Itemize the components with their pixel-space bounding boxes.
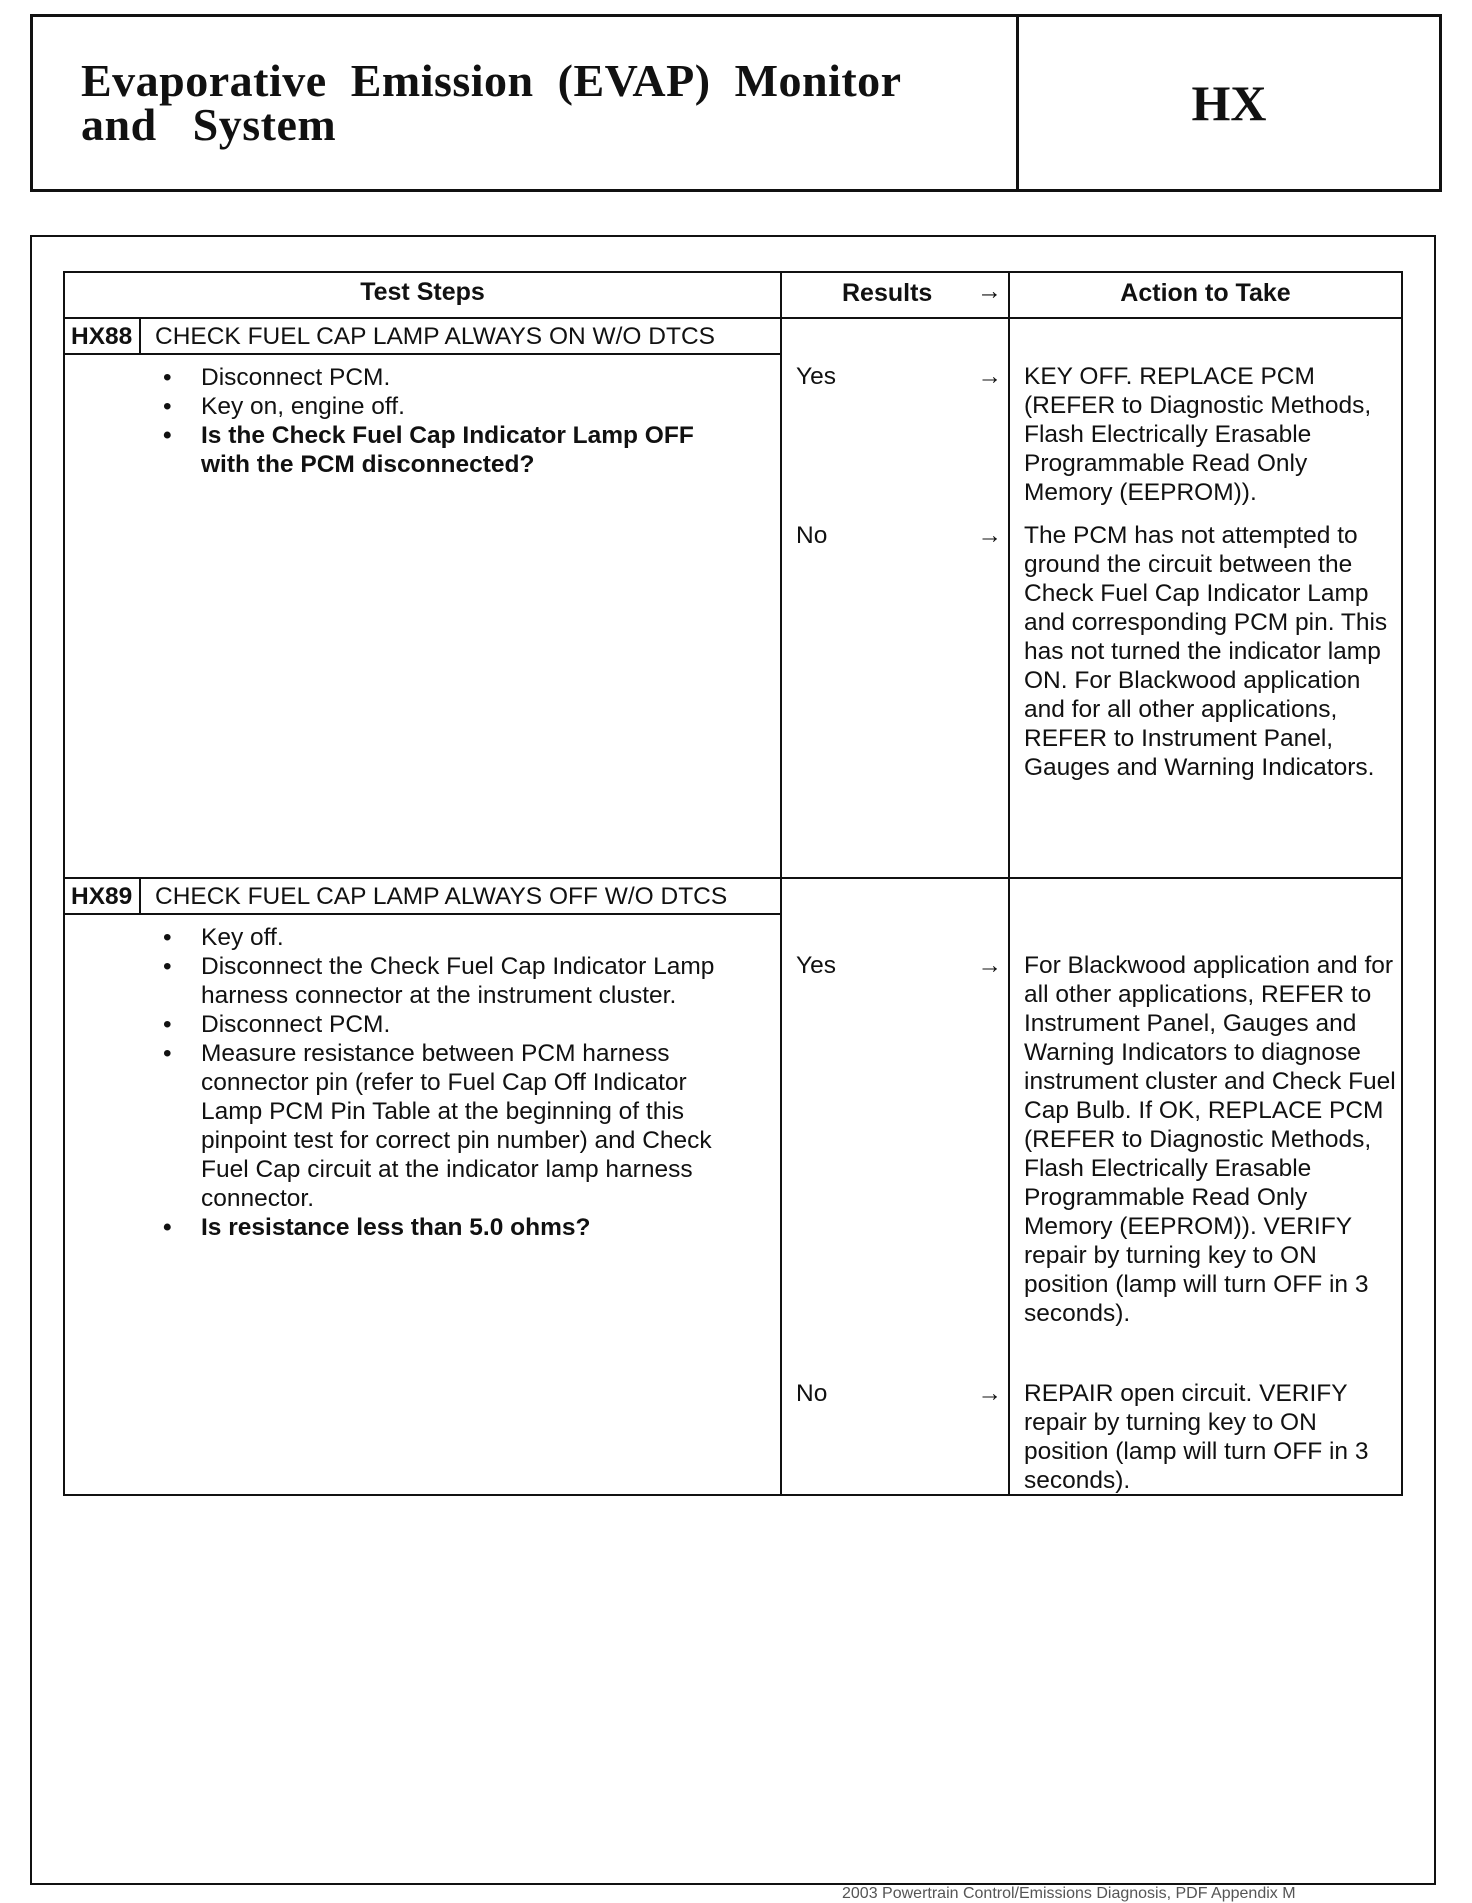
list-item: • Disconnect PCM. bbox=[201, 1010, 740, 1039]
list-item: • Key on, engine off. bbox=[201, 392, 740, 421]
arrow-right-icon: → bbox=[977, 277, 1002, 305]
table-row-hx89 bbox=[64, 878, 1402, 1495]
action-text: KEY OFF. REPLACE PCM (REFER to Diagnostic Methods, Flash Electrically Erasable Programmable Read Only Memory (EEPROM)). bbox=[1024, 363, 1372, 506]
arrow-right-icon: → bbox=[977, 1380, 1002, 1407]
page-title bbox=[33, 17, 1019, 189]
step-question: • Is the Check Fuel Cap Indicator Lamp OFF with the PCM disconnected? bbox=[201, 421, 740, 479]
result-label: Yes bbox=[796, 363, 836, 390]
action-text: For Blackwood application and for all other applications, REFER to Instrument Panel, Gauges and Warning Indicators to diagnose instrument cluster and Check Fuel Cap Bulb. If OK, REPLACE PCM (REFER to Diagnostic Methods, Flash Electrically Erasable Programmable Read Only Memory (EEPROM)). VERIFY repair by turning key to ON position (lamp will turn OFF in 3 seconds). bbox=[1024, 952, 1396, 1327]
step-id: HX88 bbox=[65, 319, 141, 353]
column-header-results-label: Results bbox=[842, 279, 933, 307]
step-heading bbox=[65, 319, 780, 355]
result-label: Yes bbox=[796, 952, 836, 979]
results-cell bbox=[781, 878, 1009, 1495]
result-label: No bbox=[796, 522, 828, 549]
list-item: • Measure resistance between PCM harness connector pin (refer to Fuel Cap Off Indicator Lamp PCM Pin Table at the beginning of this pinpoint test for correct pin number) and Check Fuel Cap circuit at the indicator lamp harness connector. bbox=[201, 1039, 740, 1213]
page-header bbox=[30, 14, 1442, 192]
action-text: REPAIR open circuit. VERIFY repair by turning key to ON position (lamp will turn OFF in 3 seconds). bbox=[1024, 1380, 1369, 1494]
column-header-test-steps: Test Steps bbox=[64, 272, 781, 318]
step-heading bbox=[65, 879, 780, 915]
result-label: No bbox=[796, 1380, 828, 1407]
pinpoint-test-table bbox=[63, 271, 1403, 1496]
table-header-row bbox=[64, 272, 1402, 318]
step-list bbox=[65, 363, 780, 479]
step-title: CHECK FUEL CAP LAMP ALWAYS ON W/O DTCS bbox=[155, 323, 715, 350]
list-item: • Key off. bbox=[201, 923, 740, 952]
action-cell bbox=[1009, 318, 1402, 878]
step-list bbox=[65, 923, 780, 1242]
arrow-right-icon: → bbox=[977, 522, 1002, 549]
step-title: CHECK FUEL CAP LAMP ALWAYS OFF W/O DTCS bbox=[155, 883, 728, 910]
page-footer: 2003 Powertrain Control/Emissions Diagnosis, PDF Appendix M bbox=[842, 1885, 1296, 1902]
step-id: HX89 bbox=[65, 879, 141, 913]
step-question: • Is resistance less than 5.0 ohms? bbox=[201, 1213, 740, 1242]
page-title-line-1: Evaporative Emission (EVAP) Monitor bbox=[81, 55, 902, 106]
arrow-right-icon: → bbox=[977, 363, 1002, 390]
column-header-results bbox=[781, 272, 1009, 318]
column-header-action: Action to Take bbox=[1009, 272, 1402, 318]
list-item: • Disconnect the Check Fuel Cap Indicator Lamp harness connector at the instrument cluster. bbox=[201, 952, 740, 1010]
action-cell bbox=[1009, 878, 1402, 1495]
test-steps-cell bbox=[64, 318, 781, 878]
test-steps-cell bbox=[64, 878, 781, 1495]
list-item: • Disconnect PCM. bbox=[201, 363, 740, 392]
arrow-right-icon: → bbox=[977, 952, 1002, 979]
page-title-line-2: and System bbox=[81, 99, 337, 150]
results-cell bbox=[781, 318, 1009, 878]
section-code: HX bbox=[1191, 75, 1267, 131]
table-row-hx88 bbox=[64, 318, 1402, 878]
action-text: The PCM has not attempted to ground the circuit between the Check Fuel Cap Indicator Lamp and corresponding PCM pin. This has not turned the indicator lamp ON. For Blackwood application and for all other applications, REFER to Instrument Panel, Gauges and Warning Indicators. bbox=[1024, 522, 1388, 781]
